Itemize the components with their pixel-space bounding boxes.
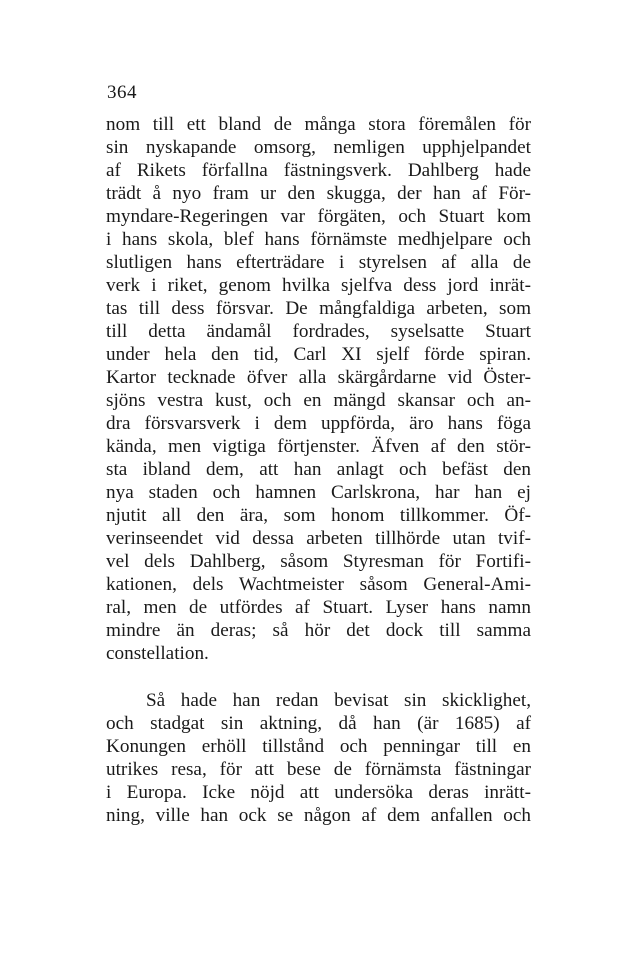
text-line: till detta ändamål fordrades, syselsatte Stuart bbox=[106, 321, 531, 342]
text-line: Så hade han redan bevisat sin skicklighet, bbox=[146, 690, 531, 711]
text-line: kända, men vigtiga förtjenster. Äfven af den stör- bbox=[106, 436, 531, 457]
text-line: sjöns vestra kust, och en mängd skansar och an- bbox=[106, 390, 531, 411]
text-line: tas till dess försvar. De mångfaldiga arbeten, som bbox=[106, 298, 531, 319]
text-line: njutit all den ära, som honom tillkommer. Öf- bbox=[106, 505, 531, 526]
paragraph-2 bbox=[106, 689, 531, 827]
text-line: vel dels Dahlberg, såsom Styresman för Fortifi- bbox=[106, 551, 531, 572]
text-line: under hela den tid, Carl XI sjelf förde spiran. bbox=[106, 344, 531, 365]
text-line: kationen, dels Wachtmeister såsom General-Ami- bbox=[106, 574, 531, 595]
text-line: i Europa. Icke nöjd att undersöka deras inrätt- bbox=[106, 782, 531, 803]
text-line: Konungen erhöll tillstånd och penningar till en bbox=[106, 736, 531, 757]
text-line: sta ibland dem, att han anlagt och befäst den bbox=[106, 459, 531, 480]
text-line: Kartor tecknade öfver alla skärgårdarne vid Öster- bbox=[106, 367, 531, 388]
text-line: i hans skola, blef hans förnämste medhjelpare och bbox=[106, 229, 531, 250]
text-line: af Rikets förfallna fästningsverk. Dahlberg hade bbox=[106, 160, 531, 181]
text-line: nya staden och hamnen Carlskrona, har han ej bbox=[106, 482, 531, 503]
text-line: slutligen hans efterträdare i styrelsen af alla de bbox=[106, 252, 531, 273]
text-line: dra försvarsverk i dem uppförda, äro hans föga bbox=[106, 413, 531, 434]
text-line: myndare-Regeringen var förgäten, och Stuart kom bbox=[106, 206, 531, 227]
text-line: ral, men de utfördes af Stuart. Lyser hans namn bbox=[106, 597, 531, 618]
paragraph-1 bbox=[106, 113, 531, 665]
text-line: ning, ville han ock se någon af dem anfallen och bbox=[106, 805, 531, 826]
text-line: och stadgat sin aktning, då han (är 1685) af bbox=[106, 713, 531, 734]
text-line: mindre än deras; så hör det dock till samma bbox=[106, 620, 531, 641]
text-line: sin nyskapande omsorg, nemligen upphjelpandet bbox=[106, 137, 531, 158]
page-number: 364 bbox=[107, 82, 137, 103]
text-line: nom till ett bland de många stora föremålen för bbox=[106, 114, 531, 135]
text-line: utrikes resa, för att bese de förnämsta fästningar bbox=[106, 759, 531, 780]
text-line: verk i riket, genom hvilka sjelfva dess jord inrät- bbox=[106, 275, 531, 296]
text-line: verinseendet vid dessa arbeten tillhörde utan tvif- bbox=[106, 528, 531, 549]
text-line: trädt å nyo fram ur den skugga, der han af För- bbox=[106, 183, 531, 204]
text-line: constellation. bbox=[106, 643, 209, 664]
